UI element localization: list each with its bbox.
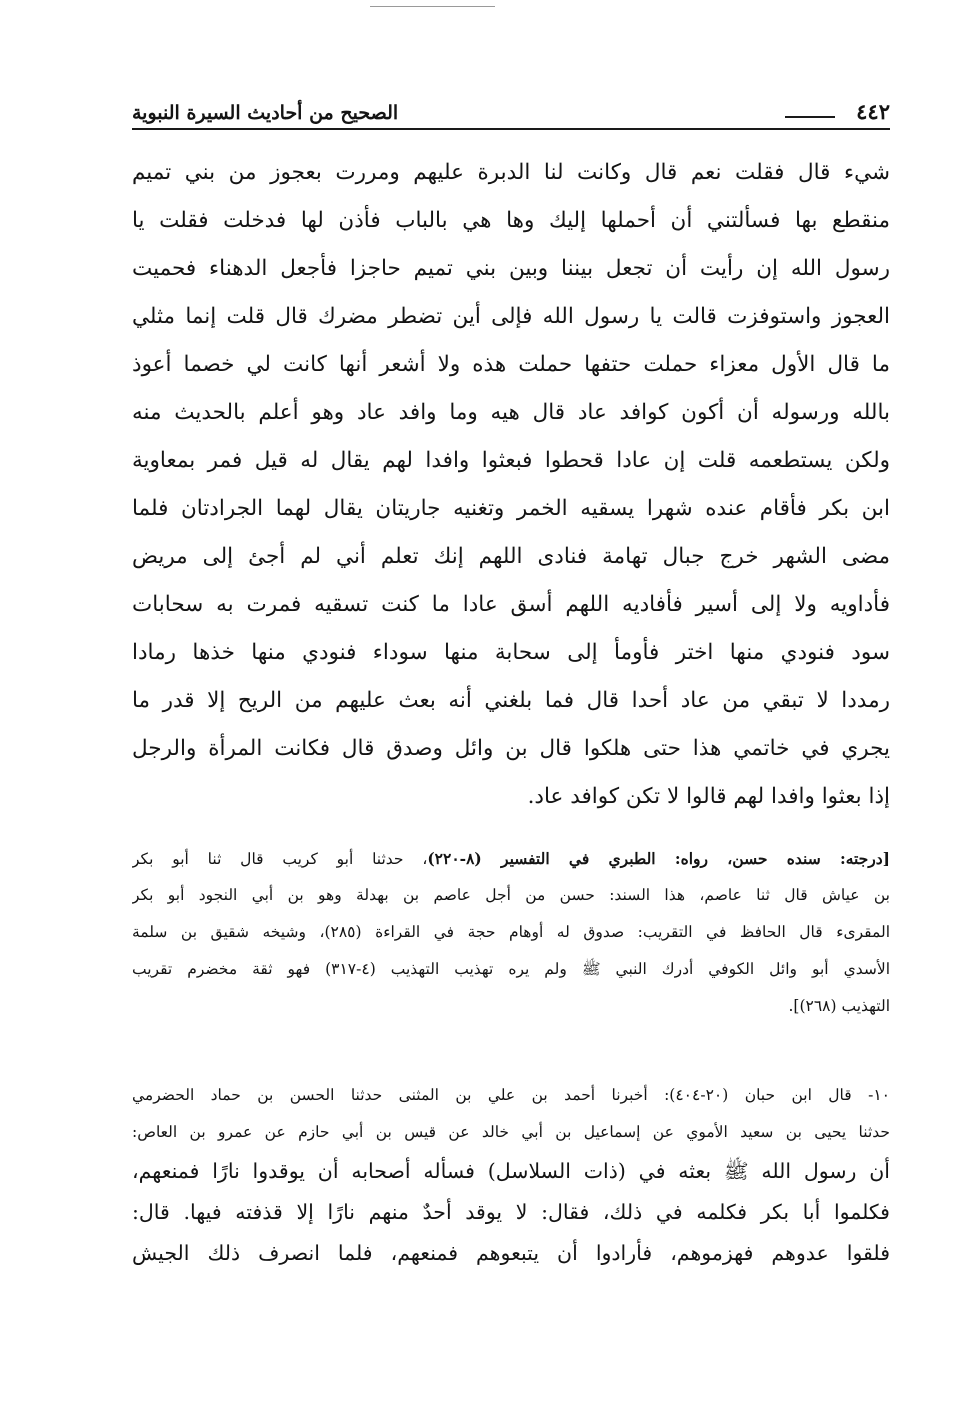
matn-line: فكلموا أبا بكر فكلمه في ذلك، فقال: لا يوقد أحدٌ منهم نارًا إلا قذفته فيها. قال: bbox=[132, 1200, 890, 1224]
matn-line: فلقوا عدوهم فهزموهم، فأرادوا أن يتبعوهم فمنعهم، فلما انصرف ذلك الجيش bbox=[132, 1241, 890, 1265]
main-text bbox=[132, 149, 890, 821]
text-line: رسول الله إن رأيت أن تجعل بيننا وبين بني تميم حاجزا فأجعل الدهناء فحميت bbox=[132, 256, 890, 281]
text-line: فأداويه ولا إلى أسير فأفاديه اللهم أسق عادا ما كنت تسقيه فمرت به سحابات bbox=[132, 592, 890, 617]
hadith-10 bbox=[132, 1077, 890, 1274]
isnad-line: ١٠- قال ابن حبان (٢٠-٤٠٤): أخبرنا أحمد بن علي بن المثنى حدثنا الحسن بن حماد الحضرمي bbox=[132, 1086, 890, 1104]
book-title: الصحيح من أحاديث السيرة النبوية bbox=[132, 102, 399, 124]
text-line: مضى الشهر خرج جبال تهامة فنادى اللهم إنك تعلم أني لم أجئ إلى مريض bbox=[132, 544, 890, 569]
page-number: ٤٤٢ bbox=[856, 99, 890, 124]
note-line: التهذيب (٢٦٨)]. bbox=[788, 997, 890, 1015]
text-line: يجري في خاتمي هذا حتى هلكوا قال بن وائل وصدق قال فكانت المرأة والرجل bbox=[132, 736, 890, 761]
isnad-line: حدثنا يحيى بن سعيد الأموي عن إسماعيل بن أبي خالد عن قيس بن أبي حازم عن عمرو بن العاص: bbox=[132, 1123, 890, 1141]
text-line: ولكن يستطعمه قلت إن عادا قحطوا فبعثوا وافدا لهم يقال له قيل فمر بمعاوية bbox=[132, 448, 890, 473]
grading-label: [درجته: سنده حسن، رواه: الطبري في التفسير (٨-٢٢٠) bbox=[427, 849, 890, 868]
header-rule bbox=[785, 116, 835, 118]
text-line: منقطع بها فسألتني أن أحملها إليك وها هي بالباب فأذن لها فدخلت فقلت يا bbox=[132, 208, 890, 233]
text-line: ما قال الأول معزاء حملت حتفها حملت هذه ولا أشعر أنها كانت لي خصما أعوذ bbox=[132, 352, 890, 377]
note-text: ، حدثنا أبو كريب قال ثنا أبو بكر bbox=[132, 850, 428, 868]
note-line: بن عياش قال ثنا عاصم، هذا السند: حسن من أجل عاصم بن بهدلة وهو بن أبي النجود أبو بكر bbox=[132, 886, 890, 904]
running-header bbox=[132, 90, 890, 130]
text-line: إذا بعثوا وافدا لهم قالوا لا تكن كوافد عاد. bbox=[527, 784, 890, 809]
note-line: المقرىء قال الحافظ في التقريب: صدوق له أوهام حجة في القراءة (٢٨٥)، وشيخه شقيق بن سلمة bbox=[132, 923, 890, 941]
text-line: العجوز واستوفزت قالت يا رسول الله فإلى أين تضطر مضرك قال قلت إنما مثلي bbox=[132, 304, 890, 329]
text-line: سود فنودي منها اختر فأومأ إلى سحابة منها سوداء فنودي منها خذها رمادا bbox=[132, 640, 890, 665]
note-line bbox=[132, 840, 890, 877]
text-line: شيء قال فقلت نعم قال وكانت لنا الدبرة عليهم ومررت بعجوز من بني تميم bbox=[132, 160, 890, 185]
note-line: الأسدي أبو وائل الكوفي أدرك النبي ﷺ ولم يره تهذيب التهذيب (٤-٣١٧) فهو ثقة مخضرم تقريب bbox=[132, 960, 890, 978]
text-line: رمددا لا تبقي من عاد أحدا قال فما بلغني أنه بعث عليهم من الريح إلا قدر ما bbox=[132, 688, 890, 713]
grading-note bbox=[132, 840, 890, 1025]
text-line: بالله ورسوله أن أكون كوافد عاد قال هيه وما وافد عاد وهو أعلم بالحديث منه bbox=[132, 400, 890, 425]
text-line: ابن بكر فأقام عنده شهرا يسقيه الخمر وتغنيه جاريتان يقال لهما الجرادتان فلما bbox=[132, 496, 890, 521]
top-scan-line bbox=[370, 6, 495, 7]
matn-line: أن رسول الله ﷺ بعثه في (ذات السلاسل) فسأله أصحابه أن يوقدوا نارًا فمنعهم، bbox=[132, 1159, 890, 1183]
